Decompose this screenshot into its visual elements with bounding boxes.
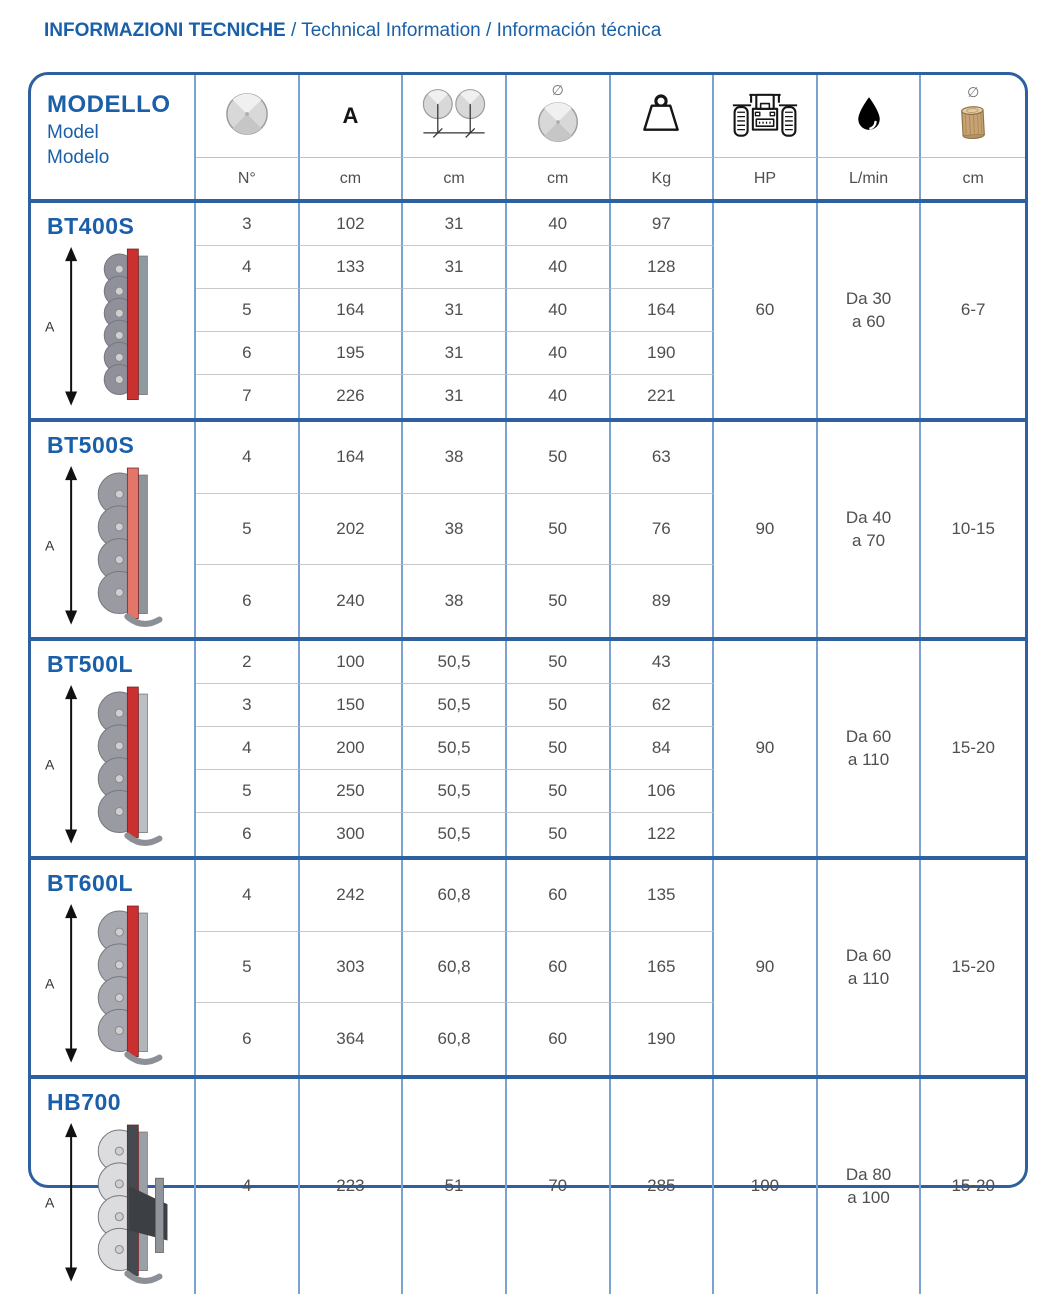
oil-flow-line1: Da 80	[845, 1164, 892, 1184]
blade-count-cell: 4	[196, 422, 300, 494]
section-bt500l	[31, 637, 1025, 856]
oil-flow-cell	[818, 641, 922, 856]
oil-flow-line1: Da 40	[845, 507, 892, 527]
blade-diameter-cell: 40	[507, 246, 611, 289]
unit-spacing: cm	[403, 158, 507, 199]
oil-flow-line2: a 110	[847, 750, 890, 770]
oil-flow-cell	[818, 1079, 922, 1294]
oil-flow-header	[818, 75, 922, 158]
model-cell	[31, 422, 196, 637]
power-cell: 90	[714, 641, 818, 856]
page-title-translations: / Technical Information / Información técnica	[285, 20, 662, 41]
blade-diameter-cell: 70	[507, 1079, 611, 1294]
spacing-cell: 60,8	[403, 932, 507, 1004]
saw-blade-icon	[224, 91, 270, 142]
blade-diameter-header	[507, 75, 611, 158]
page-title-main: INFORMAZIONI TECNICHE	[44, 20, 286, 41]
dim-a-cell: 364	[300, 1003, 404, 1075]
model-cell	[31, 203, 196, 418]
blade-count-cell: 5	[196, 932, 300, 1004]
oil-flow-line1: Da 60	[845, 726, 892, 746]
log-diameter-cell: 15-20	[951, 1176, 995, 1196]
power-cell: 90	[714, 422, 818, 637]
spacing-cell: 50,5	[403, 727, 507, 770]
dim-a-cell: 150	[300, 684, 404, 727]
model-cell	[31, 641, 196, 856]
dim-a-cell: 195	[300, 332, 404, 375]
blade-count-cell: 6	[196, 332, 300, 375]
oil-flow-line2: a 60	[852, 312, 886, 332]
blade-diameter-cell: 60	[507, 932, 611, 1004]
log-diameter-cell: 10-15	[951, 519, 995, 539]
spacing-cell: 50,5	[403, 770, 507, 813]
blade-diameter-cell: 60	[507, 860, 611, 932]
blade-count-cell: 6	[196, 565, 300, 637]
blade-count-cell: 6	[196, 1003, 300, 1075]
log-diameter-cell: 6-7	[960, 300, 986, 320]
spacing-cell: 31	[403, 375, 507, 418]
dim-a-cell: 240	[300, 565, 404, 637]
blade-diameter-icon	[536, 100, 580, 149]
weight-cell: 164	[611, 289, 715, 332]
blade-count-cell: 6	[196, 813, 300, 856]
oil-drop-icon	[855, 95, 883, 138]
dim-a-cell: 164	[300, 422, 404, 494]
blade-diameter-cell: 50	[507, 727, 611, 770]
weight-cell: 128	[611, 246, 715, 289]
spacing-cell: 38	[403, 565, 507, 637]
model-header-es: Modelo	[47, 147, 110, 168]
model-header-cell	[31, 75, 196, 199]
unit-weight: Kg	[611, 158, 715, 199]
technical-table	[28, 72, 1028, 1210]
spacing-cell: 50,5	[403, 641, 507, 684]
blade-diameter-cell: 40	[507, 332, 611, 375]
dim-a-cell: 242	[300, 860, 404, 932]
blade-count-cell: 3	[196, 684, 300, 727]
model-name: BT600L	[47, 869, 134, 896]
oil-flow-cell	[818, 860, 922, 1075]
weight-cell: 106	[611, 770, 715, 813]
model-header-en: Model	[47, 122, 99, 143]
dim-a-cell: 102	[300, 203, 404, 246]
spacing-cell: 60,8	[403, 1003, 507, 1075]
page-title	[44, 20, 661, 42]
weight-cell: 97	[611, 203, 715, 246]
unit-power: HP	[714, 158, 818, 199]
model-name: BT500L	[47, 650, 134, 677]
blade-diameter-cell: 40	[507, 203, 611, 246]
oil-flow-line2: a 110	[847, 969, 890, 989]
spacing-cell: 38	[403, 494, 507, 566]
oil-flow-line1: Da 60	[845, 945, 892, 965]
model-name: HB700	[47, 1088, 122, 1115]
dim-a-cell: 100	[300, 641, 404, 684]
blade-diameter-cell: 60	[507, 1003, 611, 1075]
blade-diameter-cell: 50	[507, 422, 611, 494]
letter-a-label: A	[342, 103, 359, 128]
weight-cell: 63	[611, 422, 715, 494]
blade-diameter-cell: 50	[507, 770, 611, 813]
model-name: BT500S	[47, 431, 135, 458]
spacing-cell: 31	[403, 246, 507, 289]
power-cell: 100	[714, 1079, 818, 1294]
hb700-machine	[31, 1116, 194, 1288]
bt400s-machine	[31, 240, 194, 412]
model-cell	[31, 1079, 196, 1294]
weight-cell: 89	[611, 565, 715, 637]
dim-a-header	[300, 75, 404, 158]
blade-count-cell: 5	[196, 289, 300, 332]
weight-cell: 285	[611, 1079, 715, 1294]
table-sections	[31, 203, 1025, 1294]
svg-text:A: A	[45, 318, 55, 335]
unit-blade-diameter: cm	[507, 158, 611, 199]
dim-a-cell: 300	[300, 813, 404, 856]
blade-spacing-icon	[409, 86, 499, 147]
blade-count-cell: 5	[196, 770, 300, 813]
model-header-it: MODELLO	[47, 91, 171, 118]
diameter-symbol: ∅	[967, 84, 980, 100]
bt600l-machine	[31, 897, 194, 1069]
diameter-symbol: ∅	[551, 82, 564, 98]
weight-cell: 76	[611, 494, 715, 566]
blade-count-cell: 4	[196, 727, 300, 770]
spacing-cell: 51	[403, 1079, 507, 1294]
blade-diameter-cell: 50	[507, 684, 611, 727]
blade-count-cell: 7	[196, 375, 300, 418]
svg-text:A: A	[45, 1193, 55, 1210]
dim-a-cell: 223	[300, 1079, 404, 1294]
bt500s-machine	[31, 459, 194, 631]
oil-flow-line2: a 100	[847, 1188, 890, 1208]
log-diameter-cell: 15-20	[951, 738, 995, 758]
oil-flow-line1: Da 30	[845, 288, 892, 308]
weight-cell: 190	[611, 1003, 715, 1075]
blade-count-cell: 4	[196, 860, 300, 932]
model-cell	[31, 860, 196, 1075]
blade-count-cell: 2	[196, 641, 300, 684]
blade-count-cell: 3	[196, 203, 300, 246]
blade-spacing-header	[403, 75, 507, 158]
tractor-header	[714, 75, 818, 158]
blade-diameter-cell: 40	[507, 375, 611, 418]
dim-a-cell: 200	[300, 727, 404, 770]
table-header	[31, 75, 1025, 203]
section-bt600l	[31, 856, 1025, 1075]
section-hb700	[31, 1075, 1025, 1294]
unit-log-diameter: cm	[962, 169, 984, 187]
tractor-icon	[732, 88, 798, 145]
spacing-cell: 38	[403, 422, 507, 494]
dim-a-cell: 303	[300, 932, 404, 1004]
blade-diameter-cell: 50	[507, 494, 611, 566]
weight-cell: 43	[611, 641, 715, 684]
power-cell: 90	[714, 860, 818, 1075]
blade-count-cell: 4	[196, 246, 300, 289]
blade-count-cell: 5	[196, 494, 300, 566]
weight-cell: 122	[611, 813, 715, 856]
unit-blade-count: N°	[196, 158, 300, 199]
blade-count-cell: 4	[196, 1079, 300, 1294]
dim-a-cell: 164	[300, 289, 404, 332]
weight-cell: 221	[611, 375, 715, 418]
power-cell: 60	[714, 203, 818, 418]
dim-a-cell: 250	[300, 770, 404, 813]
blade-count-header	[196, 75, 300, 158]
weight-cell: 62	[611, 684, 715, 727]
weight-cell: 84	[611, 727, 715, 770]
unit-dim-a: cm	[300, 158, 404, 199]
weight-header	[611, 75, 715, 158]
oil-flow-cell	[818, 203, 922, 418]
weight-cell: 135	[611, 860, 715, 932]
log-diameter-header	[921, 75, 1025, 158]
section-bt500s	[31, 418, 1025, 637]
oil-flow-line2: a 70	[852, 531, 886, 551]
dim-a-cell: 133	[300, 246, 404, 289]
svg-text:A: A	[45, 974, 55, 991]
log-diameter-icon	[955, 102, 991, 147]
blade-diameter-cell: 50	[507, 565, 611, 637]
spacing-cell: 31	[403, 289, 507, 332]
svg-text:A: A	[45, 755, 55, 772]
bt500l-machine	[31, 678, 194, 850]
dim-a-cell: 202	[300, 494, 404, 566]
unit-oil-flow: L/min	[818, 158, 922, 199]
spacing-cell: 31	[403, 332, 507, 375]
model-name: BT400S	[47, 213, 135, 239]
spacing-cell: 60,8	[403, 860, 507, 932]
weight-icon	[637, 92, 685, 141]
weight-cell: 165	[611, 932, 715, 1004]
dim-a-cell: 226	[300, 375, 404, 418]
svg-text:A: A	[45, 536, 55, 553]
spacing-cell: 50,5	[403, 813, 507, 856]
section-bt400s	[31, 203, 1025, 418]
blade-diameter-cell: 50	[507, 641, 611, 684]
log-diameter-cell: 15-20	[951, 957, 995, 977]
blade-diameter-cell: 50	[507, 813, 611, 856]
weight-cell: 190	[611, 332, 715, 375]
spacing-cell: 50,5	[403, 684, 507, 727]
oil-flow-cell	[818, 422, 922, 637]
spacing-cell: 31	[403, 203, 507, 246]
blade-diameter-cell: 40	[507, 289, 611, 332]
